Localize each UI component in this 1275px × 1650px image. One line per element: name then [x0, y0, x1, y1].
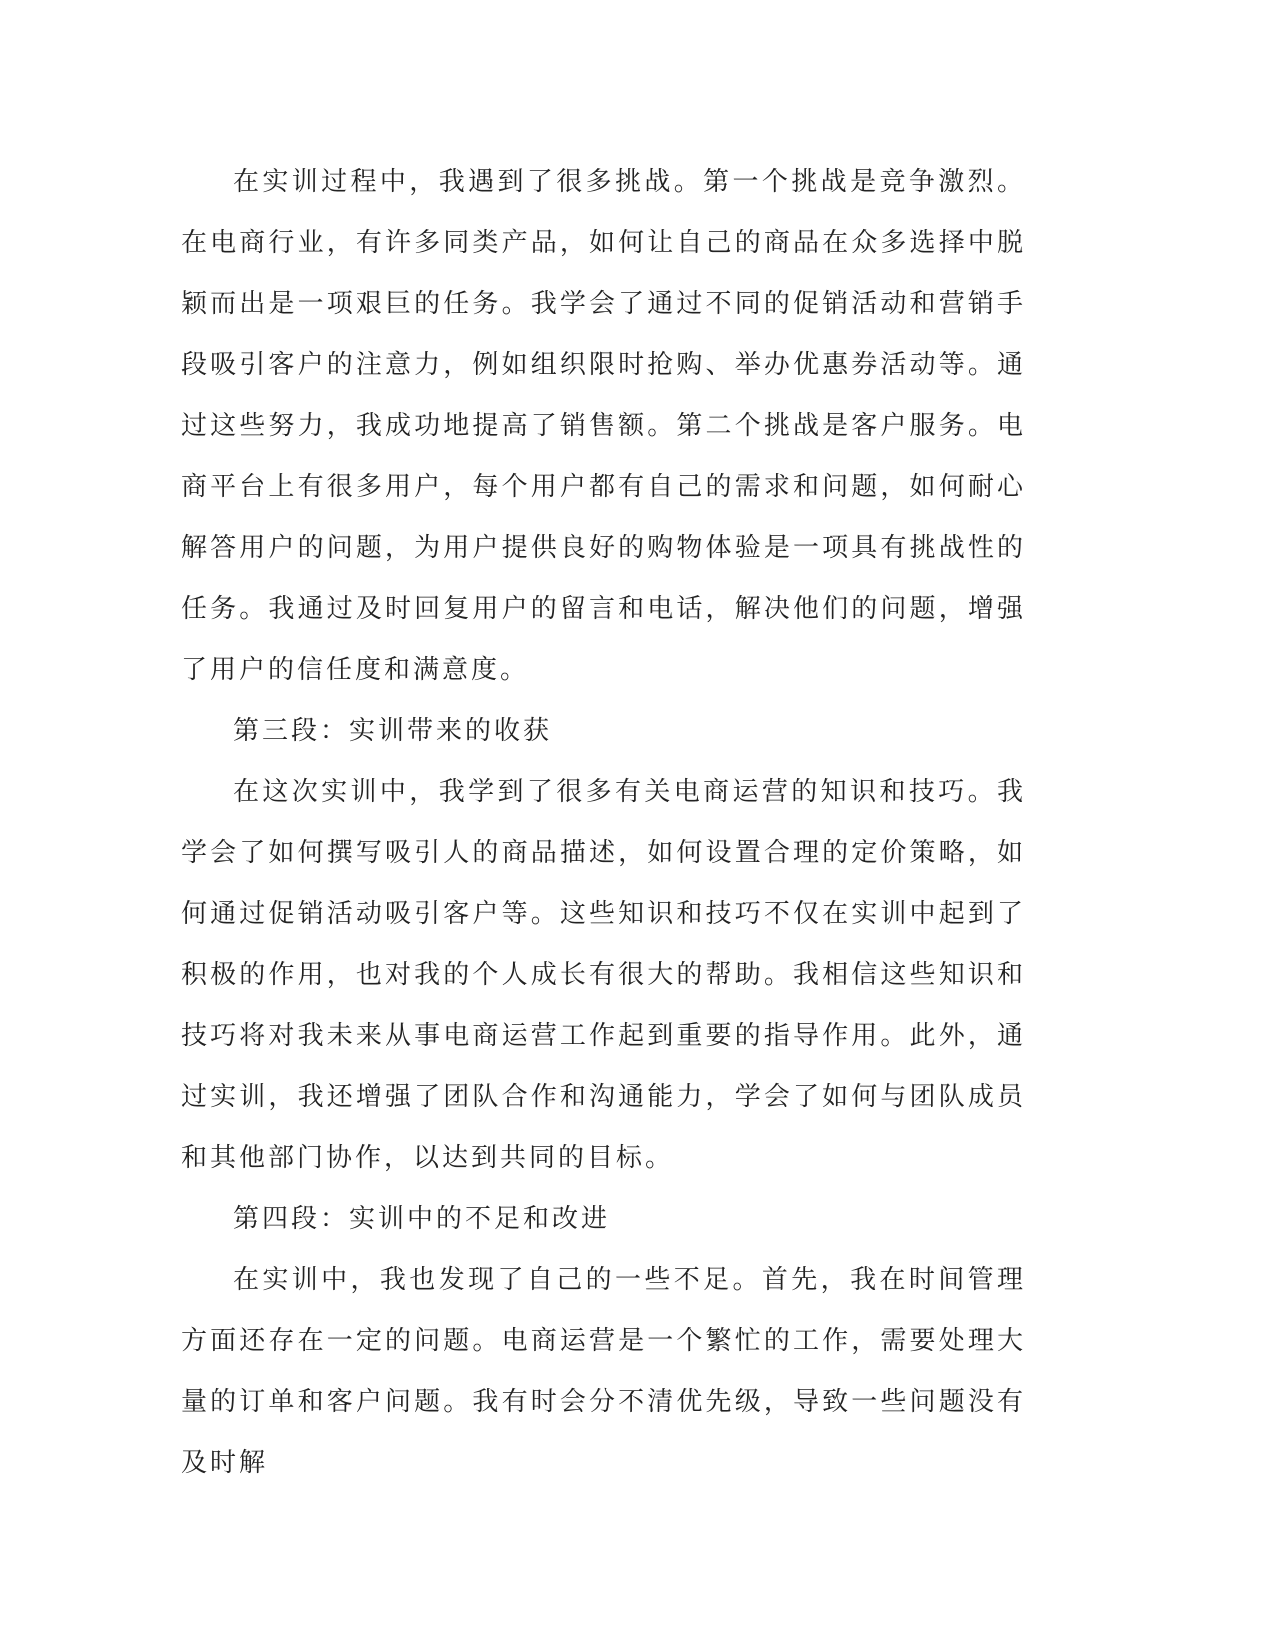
section-heading-shortcomings: 第四段：实训中的不足和改进: [233, 1204, 611, 1234]
paragraph-gains: 在这次实训中，我学到了很多有关电商运营的知识和技巧。我学会了如何撰写吸引人的商品描述，如何设置合理的定价策略，如何通过促销活动吸引客户等。这些知识和技巧不仅在实训中起到了积极的作用，也对我的个人成长有很大的帮助。我相信这些知识和技巧将对我未来从事电商运营工作起到重要的指导作用。此外，通过实训，我还增强了团队合作和沟通能力，学会了如何与团队成员和其他部门协作，以达到共同的目标。: [181, 777, 1026, 1173]
document-body: [181, 152, 1026, 1494]
paragraph-shortcomings: 在实训中，我也发现了自己的一些不足。首先，我在时间管理方面还存在一定的问题。电商运营是一个繁忙的工作，需要处理大量的订单和客户问题。我有时会分不清优先级，导致一些问题没有及时解: [181, 1265, 1026, 1478]
section-heading-gains: 第三段：实训带来的收获: [233, 716, 553, 746]
paragraph-challenges: 在实训过程中，我遇到了很多挑战。第一个挑战是竞争激烈。在电商行业，有许多同类产品，如何让自己的商品在众多选择中脱颖而出是一项艰巨的任务。我学会了通过不同的促销活动和营销手段吸引客户的注意力，例如组织限时抢购、举办优惠券活动等。通过这些努力，我成功地提高了销售额。第二个挑战是客户服务。电商平台上有很多用户，每个用户都有自己的需求和问题，如何耐心解答用户的问题，为用户提供良好的购物体验是一项具有挑战性的任务。我通过及时回复用户的留言和电话，解决他们的问题，增强了用户的信任度和满意度。: [181, 167, 1026, 685]
